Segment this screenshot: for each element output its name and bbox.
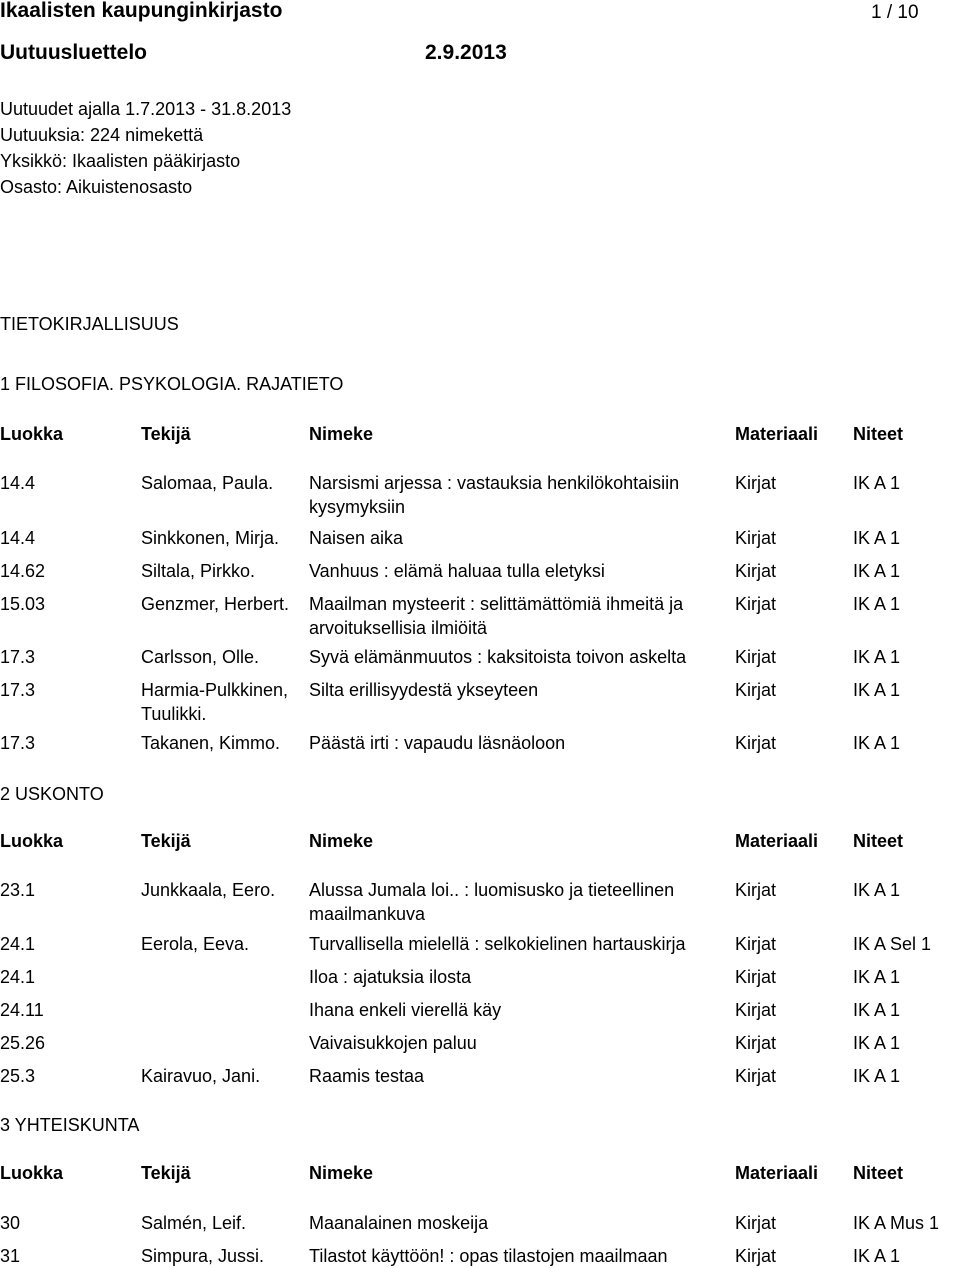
row-materiaali: Kirjat: [735, 647, 777, 667]
meta-count: Uutuuksia: 224 nimekettä: [0, 125, 204, 145]
row-nimeke: Syvä elämänmuutos : kaksitoista toivon askelta: [309, 647, 687, 667]
column-header-materiaali: Materiaali: [735, 424, 819, 444]
row-luokka: 14.4: [0, 528, 36, 548]
row-materiaali: Kirjat: [735, 1213, 777, 1233]
row-materiaali: Kirjat: [735, 1000, 777, 1020]
row-nimeke: Naisen aika: [309, 528, 404, 548]
column-header-luokka: Luokka: [0, 831, 64, 851]
column-header-materiaali: Materiaali: [735, 831, 819, 851]
row-niteet: IK A 1: [853, 594, 901, 614]
row-nimeke: Raamis testaa: [309, 1066, 425, 1086]
row-niteet: IK A 1: [853, 1000, 901, 1020]
column-header-tekija: Tekijä: [141, 1163, 191, 1183]
row-tekija: Genzmer, Herbert.: [141, 594, 290, 614]
column-header-nimeke: Nimeke: [309, 424, 374, 444]
row-materiaali: Kirjat: [735, 594, 777, 614]
row-luokka: 14.62: [0, 561, 46, 581]
row-luokka: 24.1: [0, 967, 36, 987]
row-tekija: Takanen, Kimmo.: [141, 733, 281, 753]
row-niteet: IK A 1: [853, 1066, 901, 1086]
row-tekija: Salmén, Leif.: [141, 1213, 247, 1233]
row-tekija: Sinkkonen, Mirja.: [141, 528, 280, 548]
list-date: 2.9.2013: [425, 41, 507, 64]
column-header-niteet: Niteet: [853, 424, 904, 444]
row-materiaali: Kirjat: [735, 528, 777, 548]
column-header-niteet: Niteet: [853, 831, 904, 851]
meta-department: Osasto: Aikuistenosasto: [0, 177, 193, 197]
row-luokka: 25.26: [0, 1033, 46, 1053]
row-tekija: Carlsson, Olle.: [141, 647, 260, 667]
row-materiaali: Kirjat: [735, 1246, 777, 1266]
column-header-tekija: Tekijä: [141, 424, 191, 444]
row-niteet: IK A 1: [853, 1246, 901, 1266]
row-materiaali: Kirjat: [735, 934, 777, 954]
column-header-nimeke: Nimeke: [309, 831, 374, 851]
row-luokka: 25.3: [0, 1066, 36, 1086]
row-niteet: IK A Sel 1: [853, 934, 932, 954]
row-luokka: 14.4: [0, 473, 36, 493]
category-title: TIETOKIRJALLISUUS: [0, 314, 179, 334]
row-nimeke: Vaivaisukkojen paluu: [309, 1033, 477, 1053]
column-header-luokka: Luokka: [0, 1163, 64, 1183]
row-luokka: 17.3: [0, 680, 36, 700]
row-niteet: IK A 1: [853, 647, 901, 667]
row-luokka: 24.1: [0, 934, 36, 954]
row-materiaali: Kirjat: [735, 880, 777, 900]
row-nimeke: Maailman mysteerit : selittämättömiä ihmeitä ja arvoituksellisia ilmiöitä: [309, 594, 684, 638]
column-header-materiaali: Materiaali: [735, 1163, 819, 1183]
row-tekija: Harmia-Pulkkinen, Tuulikki.: [141, 680, 289, 724]
row-luokka: 15.03: [0, 594, 46, 614]
row-luokka: 23.1: [0, 880, 36, 900]
row-tekija: Junkkaala, Eero.: [141, 880, 276, 900]
column-header-luokka: Luokka: [0, 424, 64, 444]
row-tekija: Siltala, Pirkko.: [141, 561, 256, 581]
row-nimeke: Tilastot käyttöön! : opas tilastojen maailmaan: [309, 1246, 668, 1266]
row-luokka: 30: [0, 1213, 21, 1233]
row-luokka: 31: [0, 1246, 21, 1266]
row-tekija: Kairavuo, Jani.: [141, 1066, 261, 1086]
row-materiaali: Kirjat: [735, 680, 777, 700]
row-nimeke: Turvallisella mielellä : selkokielinen hartauskirja: [309, 934, 686, 954]
row-nimeke: Maanalainen moskeija: [309, 1213, 489, 1233]
row-niteet: IK A 1: [853, 880, 901, 900]
row-tekija: Salomaa, Paula.: [141, 473, 274, 493]
row-materiaali: Kirjat: [735, 473, 777, 493]
row-nimeke: Silta erillisyydestä ykseyteen: [309, 680, 539, 700]
library-name: Ikaalisten kaupunginkirjasto: [0, 0, 283, 22]
column-header-niteet: Niteet: [853, 1163, 904, 1183]
row-nimeke: Iloa : ajatuksia ilosta: [309, 967, 472, 987]
row-materiaali: Kirjat: [735, 967, 777, 987]
row-materiaali: Kirjat: [735, 561, 777, 581]
row-tekija: Simpura, Jussi.: [141, 1246, 265, 1266]
row-nimeke: Alussa Jumala loi.. : luomisusko ja tieteellinen maailmankuva: [309, 880, 675, 924]
row-nimeke: Vanhuus : elämä haluaa tulla eletyksi: [309, 561, 605, 581]
row-nimeke: Päästä irti : vapaudu läsnäoloon: [309, 733, 566, 753]
row-luokka: 17.3: [0, 647, 36, 667]
row-niteet: IK A Mus 1: [853, 1213, 940, 1233]
list-title: Uutuusluettelo: [0, 41, 147, 64]
column-header-tekija: Tekijä: [141, 831, 191, 851]
row-niteet: IK A 1: [853, 528, 901, 548]
section-title: 2 USKONTO: [0, 784, 104, 804]
row-niteet: IK A 1: [853, 473, 901, 493]
meta-period: Uutuudet ajalla 1.7.2013 - 31.8.2013: [0, 99, 292, 119]
row-tekija: Eerola, Eeva.: [141, 934, 250, 954]
row-luokka: 17.3: [0, 733, 36, 753]
page-number: 1 / 10: [871, 2, 919, 23]
row-materiaali: Kirjat: [735, 1066, 777, 1086]
row-niteet: IK A 1: [853, 967, 901, 987]
column-header-nimeke: Nimeke: [309, 1163, 374, 1183]
section-title: 3 YHTEISKUNTA: [0, 1115, 140, 1135]
row-luokka: 24.11: [0, 1000, 44, 1020]
section-title: 1 FILOSOFIA. PSYKOLOGIA. RAJATIETO: [0, 374, 344, 394]
row-materiaali: Kirjat: [735, 733, 777, 753]
row-niteet: IK A 1: [853, 1033, 901, 1053]
row-niteet: IK A 1: [853, 680, 901, 700]
row-niteet: IK A 1: [853, 733, 901, 753]
meta-unit: Yksikkö: Ikaalisten pääkirjasto: [0, 151, 241, 171]
row-materiaali: Kirjat: [735, 1033, 777, 1053]
row-nimeke: Narsismi arjessa : vastauksia henkilökohtaisiin kysymyksiin: [309, 473, 680, 517]
row-nimeke: Ihana enkeli vierellä käy: [309, 1000, 502, 1020]
row-niteet: IK A 1: [853, 561, 901, 581]
